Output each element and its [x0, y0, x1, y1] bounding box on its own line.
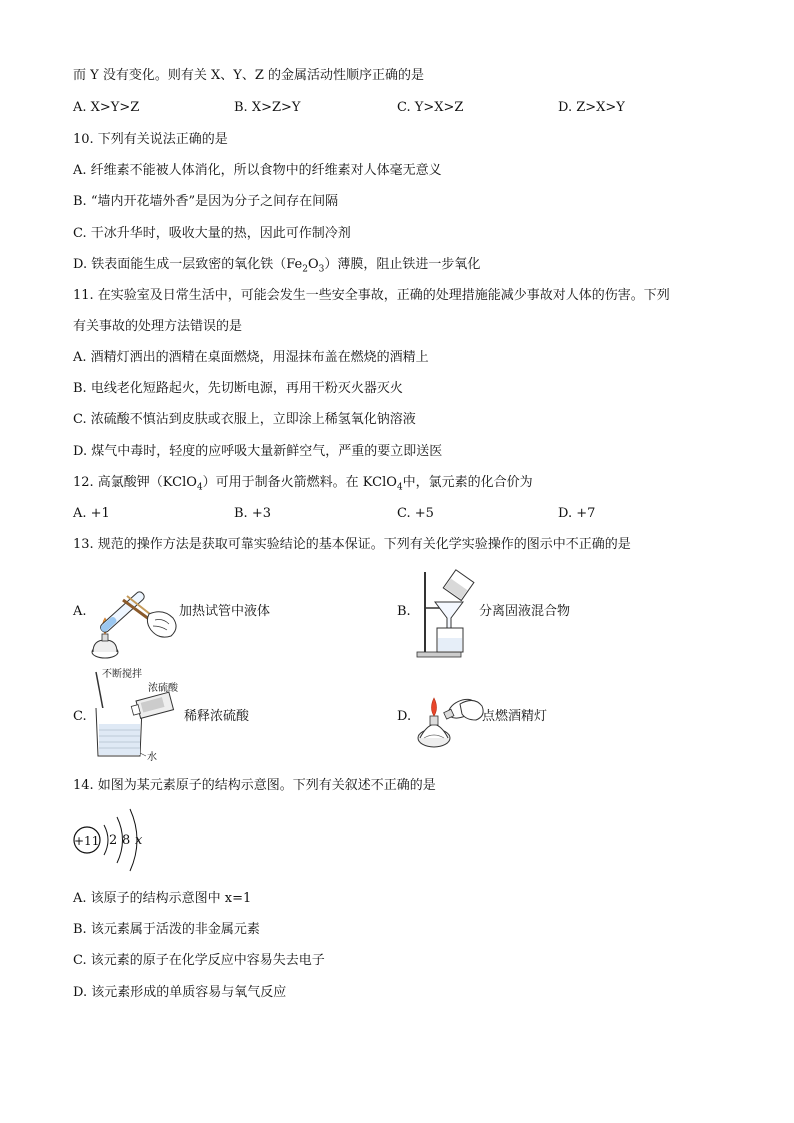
q12-option-d: D. +7: [558, 506, 596, 521]
q14-stem: 14. 如图为某元素原子的结构示意图。下列有关叙述不正确的是: [73, 778, 436, 793]
q14-option-c: C. 该元素的原子在化学反应中容易失去电子: [73, 953, 325, 968]
q14-option-b: B. 该元素属于活泼的非金属元素: [73, 922, 260, 937]
q9-option-d: D. Z>X>Y: [558, 100, 625, 115]
q11-option-d: D. 煤气中毒时，轻度的应呼吸大量新鲜空气，严重的要立即送医: [73, 444, 443, 459]
q11-stem-line1: 11. 在实验室及日常生活中，可能会发生一些安全事故，正确的处理措施能减少事故对人体的伤害。下列: [73, 288, 670, 303]
q14-option-a: A. 该原子的结构示意图中 x=1: [73, 891, 252, 906]
q13-b-figure: [413, 568, 478, 660]
q13-a-label: 加热试管中液体: [179, 604, 271, 619]
q11-option-c: C. 浓硫酸不慎沾到皮肤或衣服上，立即涂上稀氢氧化钠溶液: [73, 412, 416, 427]
q13-c-figure: [88, 668, 188, 764]
q10-option-c: C. 干冰升华时，吸收大量的热，因此可作制冷剂: [73, 226, 351, 241]
q13-b-label: 分离固液混合物: [479, 604, 571, 619]
q11-option-a: A. 酒精灯洒出的酒精在桌面燃烧，用湿抹布盖在燃烧的酒精上: [73, 350, 429, 365]
q14-shell-3: x: [135, 833, 143, 848]
q14-nucleus-charge: +11: [74, 834, 100, 848]
q12-option-c: C. +5: [397, 506, 434, 521]
q13-c-label: 稀释浓硫酸: [184, 709, 250, 724]
q13-c-tag-acid: 浓硫酸: [148, 683, 178, 694]
q10-option-b: B. “墙内开花墙外香”是因为分子之间存在间隔: [73, 194, 339, 209]
q13-b-letter: B.: [397, 604, 411, 619]
q12-stem: 12. 高氯酸钾（KClO$_4$）可用于制备火箭燃料。在 KClO$_4$中，氯元素的化合价为: [73, 475, 533, 493]
q14-shell-1: 2: [109, 833, 118, 848]
q9-stem-end: 而 Y 没有变化。则有关 X、Y、Z 的金属活动性顺序正确的是: [73, 68, 424, 83]
q9-option-b: B. X>Z>Y: [234, 100, 301, 115]
q11-option-b: B. 电线老化短路起火，先切断电源，再用干粉灭火器灭火: [73, 381, 403, 396]
q12-option-a: A. +1: [73, 506, 110, 521]
q9-option-a: A. X>Y>Z: [73, 100, 140, 115]
q10-stem: 10. 下列有关说法正确的是: [73, 132, 228, 147]
q13-c-letter: C.: [73, 709, 87, 724]
q13-d-figure: [414, 680, 486, 752]
q12-option-b: B. +3: [234, 506, 271, 521]
q13-c-tag-stir: 不断搅拌: [102, 669, 142, 680]
q13-d-label: 点燃酒精灯: [482, 709, 548, 724]
q10-option-a: A. 纤维素不能被人体消化，所以食物中的纤维素对人体毫无意义: [73, 163, 442, 178]
q13-stem: 13. 规范的操作方法是获取可靠实验结论的基本保证。下列有关化学实验操作的图示中不正确的是: [73, 537, 631, 552]
q13-a-letter: A.: [73, 604, 87, 619]
q13-c-tag-water: 水: [147, 752, 157, 763]
q14-option-d: D. 该元素形成的单质容易与氧气反应: [73, 985, 287, 1000]
q13-a-figure: [85, 570, 180, 665]
q13-d-letter: D.: [397, 709, 412, 724]
q11-stem-line2: 有关事故的处理方法错误的是: [73, 319, 243, 334]
q14-shell-2: 8: [122, 833, 131, 848]
q10-option-d: D. 铁表面能生成一层致密的氧化铁$(Fe_2O_3)$薄膜，阻止铁进一步氧化: [73, 257, 481, 275]
q9-option-c: C. Y>X>Z: [397, 100, 464, 115]
